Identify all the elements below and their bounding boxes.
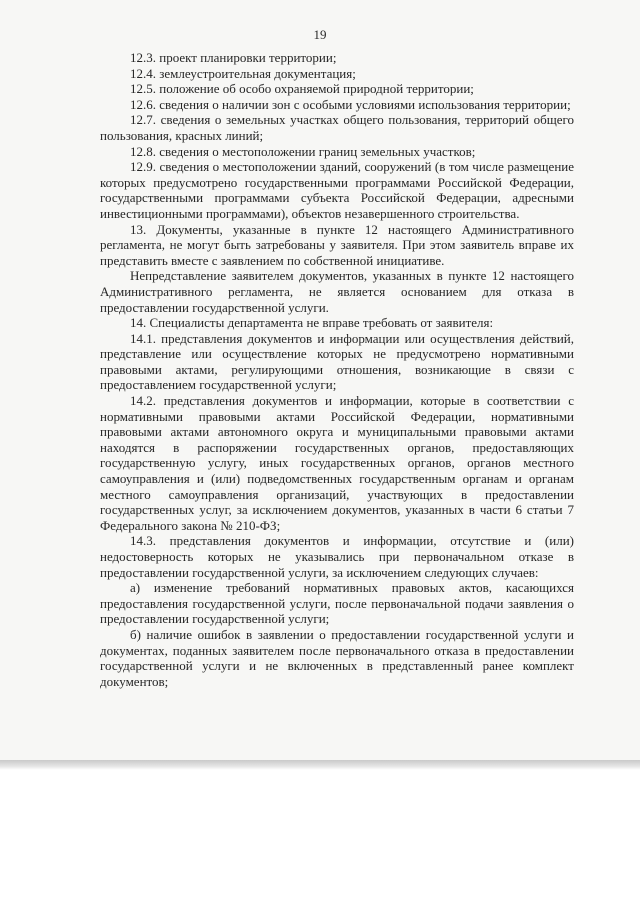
paragraph-12-9: 12.9. сведения о местоположении зданий, сооружений (в том числе размещение которых предусмотрено государственными программами Российской Федерации, государственными программами субъекта Российской Федерации, адресными инвестиционными программами), объектов незавершенного строительства.	[100, 159, 574, 221]
paragraph-12-5: 12.5. положение об особо охраняемой природной территории;	[130, 81, 474, 97]
paragraph-14: 14. Специалисты департамента не вправе требовать от заявителя:	[130, 315, 494, 331]
paragraph-14-3: 14.3. представления документов и информации, отсутствие и (или) недостоверность которых не указывались при первоначальном отказе в предоставлении государственной услуги, за исключением следующих случаев:	[100, 533, 574, 580]
paragraph-12-8: 12.8. сведения о местоположении границ земельных участков;	[130, 143, 476, 159]
paragraph-12-3: 12.3. проект планировки территории;	[130, 50, 337, 65]
page-number: 19	[313, 27, 327, 42]
document-body	[100, 50, 574, 689]
paragraph-12-6: 12.6. сведения о наличии зон с особыми условиями использования территории;	[130, 96, 571, 112]
paragraph-14-3-b: б) наличие ошибок в заявлении о предоставлении государственной услуги и документах, поданных заявителем после первоначального отказа в предоставлении государственной услуги и не включенных в представленный ранее комплект документов;	[100, 626, 574, 689]
paragraph-14-3-a: а) изменение требований нормативных правовых актов, касающихся предоставления государственной услуги, после первоначальной подачи заявления о предоставлении государственной услуги;	[100, 580, 574, 627]
paragraph-13-note: Непредставление заявителем документов, указанных в пункте 12 настоящего Административного регламента, не является основанием для отказа в предоставлении государственной услуги.	[100, 268, 574, 315]
paragraph-12-4: 12.4. землеустроительная документация;	[130, 65, 356, 81]
paragraph-12-7: 12.7. сведения о земельных участках общего пользования, территорий общего пользования, красных линий;	[100, 112, 574, 143]
paragraph-14-2: 14.2. представления документов и информации, которые в соответствии с нормативными правовыми актами Российской Федерации, нормативными правовыми актами автономного округа и муниципальными правовыми актами находятся в распоряжении государственных органов, предоставляющих государственную услугу, иных государственных органов, органов местного самоуправления и (или) подведомственных государственным органам и органам местного самоуправления организаций, участвующих в предоставлении государственных услуг, за исключением документов, указанных в части 6 статьи 7 Федерального закона № 210-ФЗ;	[100, 393, 574, 533]
paragraph-14-1: 14.1. представления документов и информации или осуществления действий, представление или осуществление которых не предусмотрено нормативными правовыми актами, регулирующими отношения, возникающие в связи с предоставлением государственной услуги;	[100, 330, 574, 393]
sheet-bottom-edge	[0, 760, 640, 770]
paragraph-13: 13. Документы, указанные в пункте 12 настоящего Административного регламента, не могут быть затребованы у заявителя. При этом заявитель вправе их представить вместе с заявлением по собственной инициативе.	[100, 221, 574, 268]
